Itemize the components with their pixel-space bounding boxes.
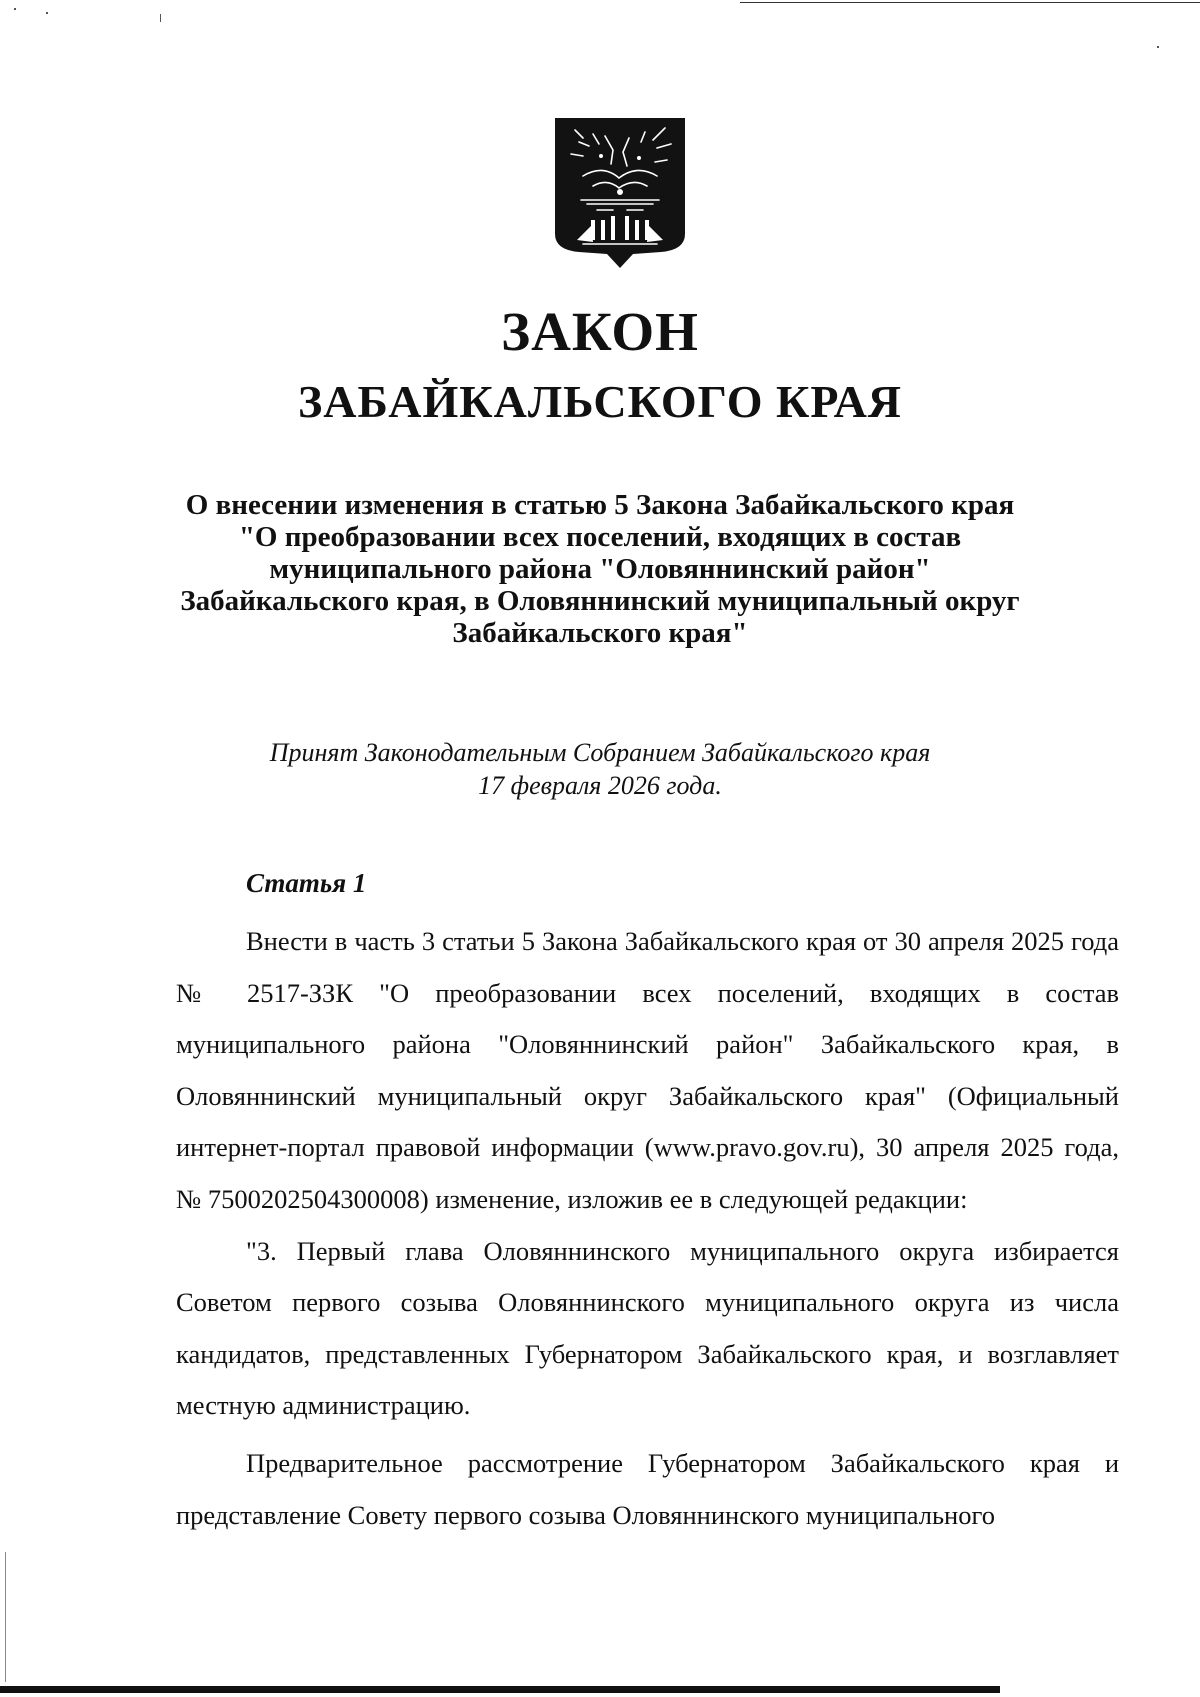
- subject-line: О внесении изменения в статью 5 Закона Забайкальского края: [185, 489, 1015, 521]
- subject-line: Забайкальского края, в Оловяннинский муниципальный округ: [180, 585, 1020, 617]
- scan-bottom-bar: [0, 1686, 1000, 1693]
- subject-line: "О преобразовании всех поселений, входящих в состав: [238, 521, 962, 553]
- article-heading: Статья 1: [246, 868, 367, 898]
- article-paragraph: Внести в часть 3 статьи 5 Закона Забайкальского края от 30 апреля 2025 года № 2517-ЗЗК "О преобразовании всех поселений, входящих в состав муниципального района "Оловяннинский район" Забайкальского края, в Оловяннинский муниципальный округ Забайкальского края" (Официальный интернет-портал правовой информации (www.pravo.gov.ru), 30 апреля 2025 года, № 7500202504300008) изменение, изложив ее в следующей редакции:: [176, 926, 1119, 1214]
- scan-edge-line: [5, 1552, 6, 1682]
- adoption-date: 17 февраля 2026 года.: [478, 771, 722, 800]
- scan-speck: [1157, 46, 1159, 48]
- document-title: ЗАКОН: [501, 301, 699, 362]
- article-body: [176, 916, 1119, 1541]
- subject-line: Забайкальского края": [452, 617, 748, 649]
- subject-line: муниципального района "Оловяннинский район": [269, 553, 931, 585]
- adoption-line: Принят Законодательным Собранием Забайкальского края: [269, 738, 931, 767]
- scan-speck: [160, 14, 161, 22]
- document-subtitle-region: ЗАБАЙКАЛЬСКОГО КРАЯ: [297, 376, 903, 427]
- adoption-note: [200, 736, 1000, 802]
- article-paragraph: "3. Первый глава Оловяннинского муниципального округа избирается Советом первого созыва Оловяннинского муниципального округа из числа кандидатов, представленных Губернатором Забайкальского края, и возглавляет местную администрацию.: [176, 1235, 1119, 1421]
- scan-speck: [14, 8, 16, 10]
- scan-top-rule: [740, 2, 1200, 3]
- article-paragraph: Предварительное рассмотрение Губернатором Забайкальского края и представление Совету первого созыва Оловяннинского муниципального: [176, 1447, 1119, 1530]
- coat-of-arms-icon: [553, 116, 687, 268]
- law-subject: [150, 489, 1050, 649]
- scan-speck: [46, 12, 48, 14]
